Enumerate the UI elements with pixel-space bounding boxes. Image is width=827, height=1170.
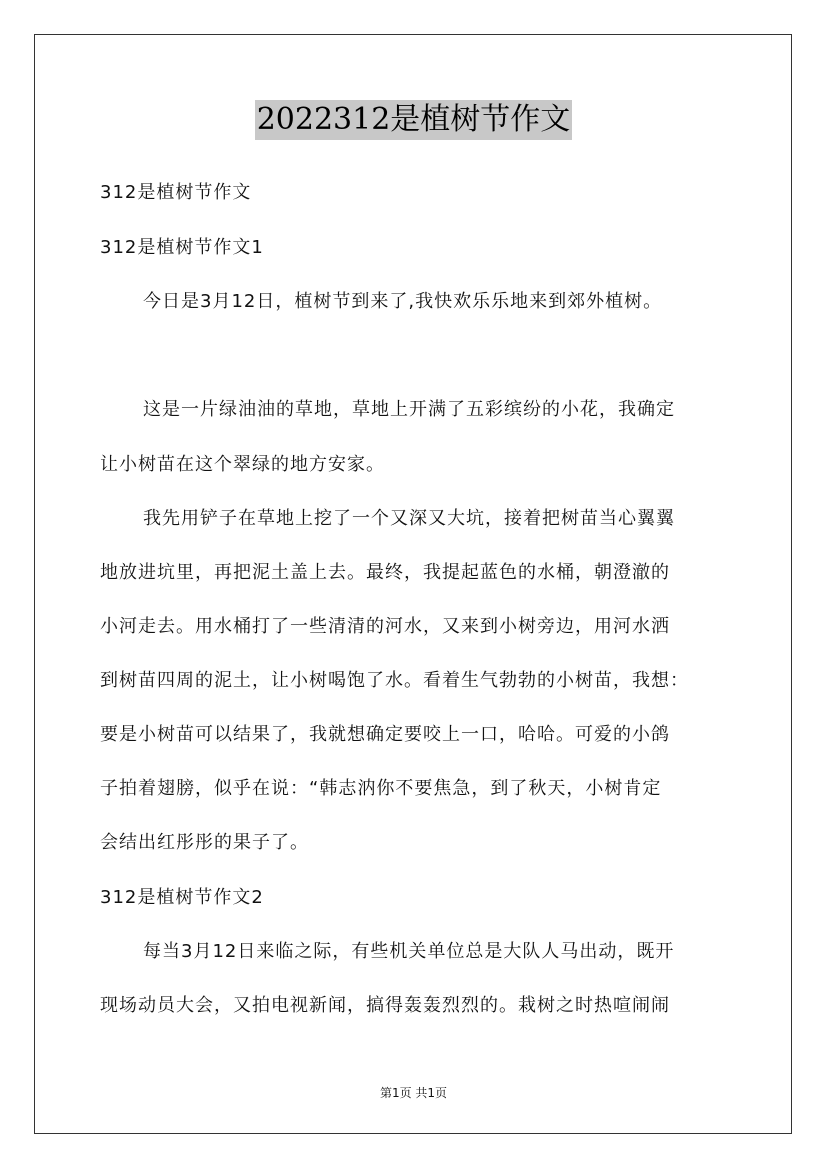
paragraph-line: 小河走去。用水桶打了一些清清的河水，又来到小树旁边，用河水洒: [100, 616, 670, 637]
paragraph-line: 会结出红彤彤的果子了。: [100, 832, 309, 853]
page-footer: 第1页 共1页: [379, 1086, 448, 1100]
document-title: 2022312是植树节作文: [255, 100, 573, 140]
paragraph-line: 到树苗四周的泥土，让小树喝饱了水。看着生气勃勃的小树苗，我想：: [100, 670, 689, 691]
heading-essay-2: 312是植树节作文2: [100, 887, 264, 908]
paragraph-line: 要是小树苗可以结果了，我就想确定要咬上一口，哈哈。可爱的小鸽: [100, 724, 670, 745]
paragraph-line: 让小树苗在这个翠绿的地方安家。: [100, 454, 385, 475]
paragraph-line: 这是一片绿油油的草地，草地上开满了五彩缤纷的小花，我确定: [143, 399, 675, 420]
paragraph-line: 地放进坑里，再把泥土盖上去。最终，我提起蓝色的水桶，朝澄澈的: [100, 562, 670, 583]
paragraph-line: 现场动员大会，又拍电视新闻，搞得轰轰烈烈的。栽树之时热喧闹闹: [100, 995, 670, 1016]
paragraph-line: 子拍着翅膀，似乎在说：“韩志汭你不要焦急，到了秋天，小树肯定: [100, 778, 662, 799]
paragraph-line: 我先用铲子在草地上挖了一个又深又大坑，接着把树苗当心翼翼: [143, 508, 675, 529]
paragraph-line: 今日是3月12日，植树节到来了,我快欢乐乐地来到郊外植树。: [143, 291, 663, 312]
paragraph-line: 每当3月12日来临之际，有些机关单位总是大队人马出动，既开: [143, 941, 675, 962]
heading-main: 312是植树节作文: [100, 182, 252, 203]
heading-essay-1: 312是植树节作文1: [100, 237, 264, 258]
